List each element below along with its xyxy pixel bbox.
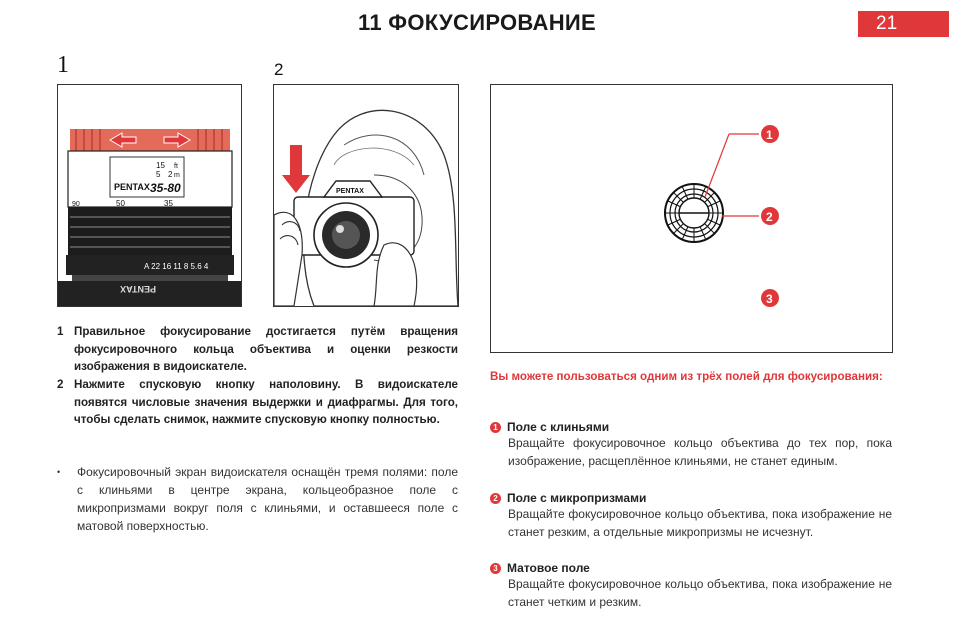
lens-model: 35-80 [150, 181, 181, 195]
section-1-badge: 1 [490, 422, 501, 433]
focal-mark-35: 35 [164, 199, 173, 208]
instruction-1-number: 1 [57, 325, 64, 338]
distance-mid: 2 [168, 170, 173, 179]
instruction-2 [57, 376, 458, 429]
camera-brand: PENTAX [336, 188, 364, 195]
instruction-1-text: Правильное фокусирование достигается путём вращения фокусировочного кольца объектива и оценки резкости изображения в видоискателе. [74, 325, 458, 373]
note-bullet: • [57, 467, 61, 477]
callout-3-text: 3 [766, 292, 773, 306]
distance-ft: 15 [156, 161, 165, 170]
camera-hold-illustration [273, 84, 459, 307]
section-1-heading [490, 420, 892, 434]
instruction-1 [57, 323, 458, 376]
distance-m: 5 [156, 170, 161, 179]
viewfinder-illustration [490, 84, 893, 353]
instruction-2-text: Нажмите спусковую кнопку наполовину. В видоискателе появятся числовые значения выдержки и диафрагмы. Для того, чтобы сделать снимок, нажмите спусковую кнопку полностью. [74, 378, 458, 426]
callout-1 [761, 125, 779, 143]
lens-illustration [57, 84, 242, 307]
section-matte-field [490, 561, 892, 611]
unit-m: m [174, 172, 180, 179]
section-3-body: Вращайте фокусировочное кольцо объектива, пока изображение не станет четким и резким. [508, 577, 892, 609]
viewfinder-note [57, 463, 458, 535]
focal-mark-50: 50 [116, 199, 125, 208]
callout-2-text: 2 [766, 210, 773, 224]
section-3-heading-text: Матовое поле [507, 561, 590, 575]
focal-mark-90: 90 [72, 201, 80, 208]
instruction-2-number: 2 [57, 378, 64, 391]
callout-2 [761, 207, 779, 225]
unit-ft: ft [174, 163, 178, 170]
viewfinder-drawing [491, 85, 892, 352]
aperture-scale: A 22 16 11 8 5.6 4 [144, 262, 209, 271]
section-3-badge: 3 [490, 563, 501, 574]
callout-1-text: 1 [766, 128, 773, 142]
section-microprism-field [490, 491, 892, 541]
section-2-badge: 2 [490, 493, 501, 504]
lens-brand-bottom: PENTAX [120, 284, 156, 294]
section-2-body: Вращайте фокусировочное кольцо объектива, пока изображение не станет резким, а отдельные микропризмы не исчезнут. [508, 507, 892, 539]
section-1-heading-text: Поле с клиньями [507, 420, 610, 434]
section-2-heading [490, 491, 892, 505]
figure-2-label: 2 [274, 60, 284, 79]
section-wedge-field [490, 420, 892, 470]
microprism-ring [665, 184, 723, 242]
page-title: 11 ФОКУСИРОВАНИЕ [358, 10, 596, 35]
person-drawing [274, 85, 458, 306]
focusing-intro: Вы можете пользоваться одним из трёх полей для фокусирования: [490, 370, 883, 383]
section-3-heading [490, 561, 892, 575]
page-number-badge: 21 [858, 11, 949, 37]
section-2-heading-text: Поле с микропризмами [507, 491, 647, 505]
section-1-body: Вращайте фокусировочное кольцо объектива до тех пор, пока изображение, расщеплённое клиньями, не станет единым. [508, 436, 892, 468]
lens-drawing [58, 85, 241, 306]
note-text: Фокусировочный экран видоискателя оснащён тремя полями: поле с клиньями в центре экрана, кольцеобразное поле с микропризмами вокруг поля с клиньями, и оставшееся поле с матовой поверхностью. [77, 465, 458, 533]
lens-brand: PENTAX [114, 182, 150, 192]
figure-1-label: 1 [57, 52, 69, 78]
callout-3 [761, 289, 779, 307]
